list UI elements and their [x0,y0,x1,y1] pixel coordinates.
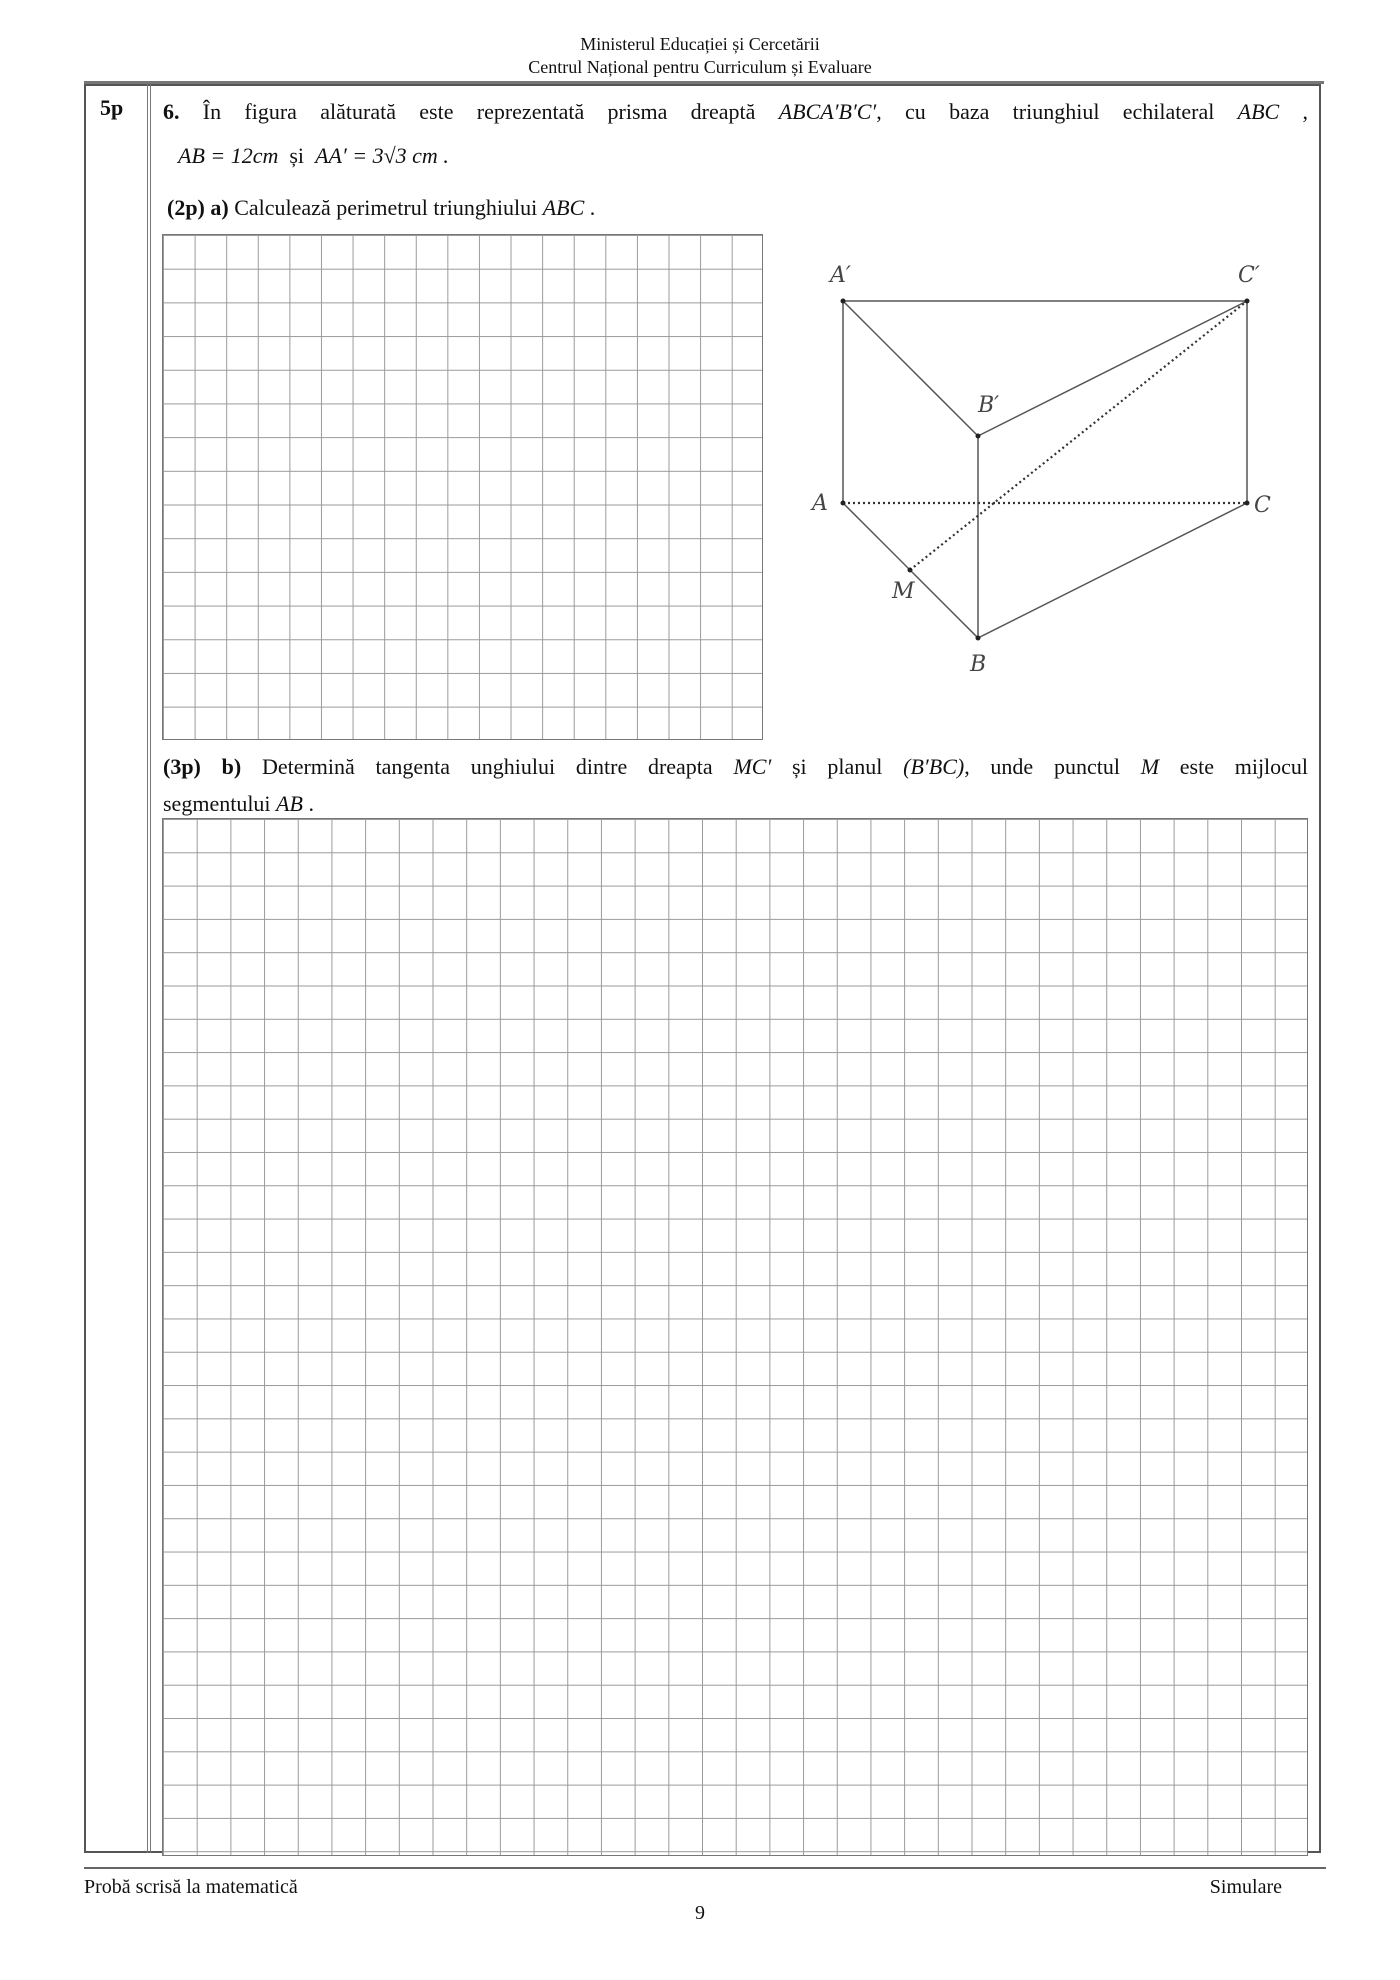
points-label: 5p [100,95,124,120]
part-b-math3: M [1140,754,1160,779]
part-b-text3: , unde punctul [964,754,1120,779]
part-a [167,190,1312,226]
base-text: , cu baza triunghiul echilateral [876,99,1215,124]
label-b-prime: B′ [978,393,1000,418]
point-a [841,501,846,506]
edge-a1b1 [843,301,978,436]
point-m [908,568,913,573]
point-a1 [841,299,846,304]
label-m: M [892,579,915,604]
point-b [976,636,981,641]
part-b-line2 [163,786,1308,822]
part-a-end: . [589,195,596,220]
answer-grid-b[interactable] [162,818,1308,1856]
label-c: C [1254,493,1271,518]
prism-figure [800,250,1310,690]
problem-statement-line1 [163,94,1308,130]
part-b-end: . [308,791,314,816]
part-b-math2: (B′BC) [903,754,965,779]
label-a: A [812,491,828,516]
problem-number: 6. [163,99,180,124]
part-b-text5: segmentului [163,791,271,816]
part-b-points: (3p) b) [163,754,242,779]
label-c-prime: C′ [1238,263,1260,288]
part-a-text: Calculează perimetrul triunghiului [234,195,538,220]
page-number: 9 [695,1902,705,1924]
point-c1 [1245,299,1250,304]
part-a-math: ABC [542,195,585,220]
base-triangle: ABC [1237,99,1280,124]
given-ab: AB = 12cm [178,143,279,168]
part-b-text1: Determină tangenta unghiului dintre dreapta [261,754,713,779]
given-aa: AA′ = 3√3 cm . [315,143,449,168]
prism-name: ABCA′B′C′ [778,99,877,124]
header-ministry: Ministerul Educației și Cercetării [580,34,820,54]
part-b-math1: MC′ [733,754,772,779]
edge-bc [978,503,1247,638]
part-b-text2: și planul [792,754,883,779]
points-column [84,84,148,1853]
problem-intro: În figura alăturată este reprezentată prisma dreaptă [202,99,756,124]
segment-mc1 [910,301,1247,570]
edge-b1c1 [978,301,1247,436]
label-a-prime: A′ [830,263,851,288]
label-b: B [970,652,987,677]
footer-exam-name: Probă scrisă la matematică [84,1876,298,1898]
footer-rule [84,1867,1326,1869]
problem-statement-line2 [178,138,1323,174]
and-word: și [289,143,305,168]
header-center: Centrul Național pentru Curriculum și Evaluare [528,57,872,77]
part-b-line1 [163,749,1308,785]
point-b1 [976,434,981,439]
answer-grid-a[interactable] [162,234,763,740]
point-c [1245,501,1250,506]
column-divider [150,84,151,1853]
part-a-points: (2p) a) [167,195,229,220]
footer-simulation: Simulare [1209,1876,1282,1898]
comma: , [1302,99,1309,124]
part-b-text4: este mijlocul [1179,754,1309,779]
part-b-math4: AB [276,791,303,816]
